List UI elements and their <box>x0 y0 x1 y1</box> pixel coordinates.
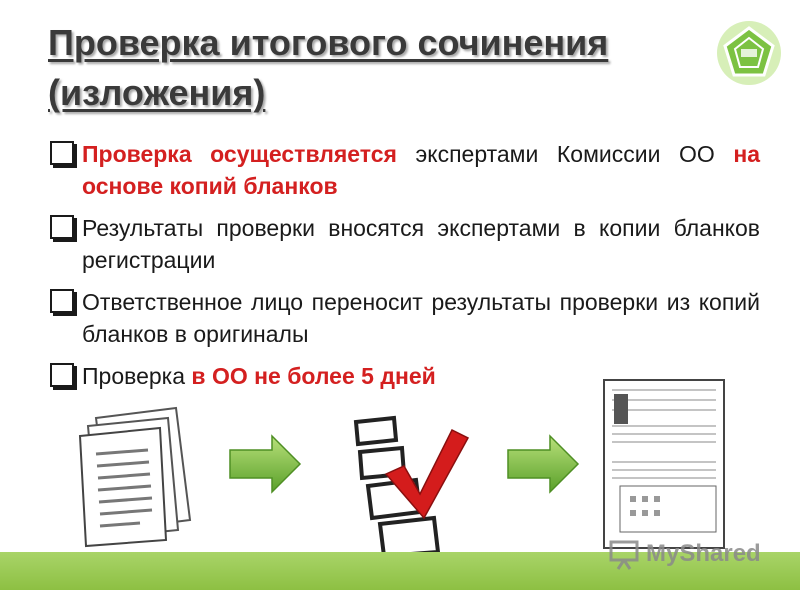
bullet-4-red: в ОО не более 5 дней <box>191 363 436 389</box>
bullet-1-red-a: Проверка осуществляется <box>82 141 397 167</box>
bullet-4-text: Проверка <box>82 363 192 389</box>
bullet-item <box>48 286 760 350</box>
papers-stack-icon <box>80 408 190 546</box>
watermark-text: MyShared <box>646 540 761 567</box>
bullet-1-text: экспертами Комиссии ОО <box>396 141 734 167</box>
bullet-item <box>48 138 760 202</box>
presentation-board-icon <box>608 540 640 570</box>
checkbox-bullet-icon <box>50 141 74 165</box>
arrow-right-icon <box>230 436 300 492</box>
bullet-2-text: Результаты проверки вносятся экспертами в копии бланков регистрации <box>82 215 760 273</box>
checkbox-bullet-icon <box>50 289 74 313</box>
arrow-right-icon <box>508 436 578 492</box>
bullet-1-red-b: на основе копий бланков <box>82 141 760 199</box>
checklist-icon <box>356 418 468 556</box>
page-title <box>48 18 688 118</box>
title-line-1: Проверка итогового сочинения <box>48 22 609 63</box>
bullet-3-text: Ответственное лицо переносит результаты проверки из копий бланков в оригиналы <box>82 289 760 347</box>
watermark <box>608 540 761 568</box>
title-line-2: (изложения) <box>48 72 266 113</box>
bullet-item <box>48 212 760 276</box>
green-pentagon-logo-icon <box>716 20 782 86</box>
bullet-list <box>48 138 760 402</box>
process-illustration <box>0 370 800 560</box>
form-document-icon <box>604 380 724 548</box>
checkbox-bullet-icon <box>50 215 74 239</box>
